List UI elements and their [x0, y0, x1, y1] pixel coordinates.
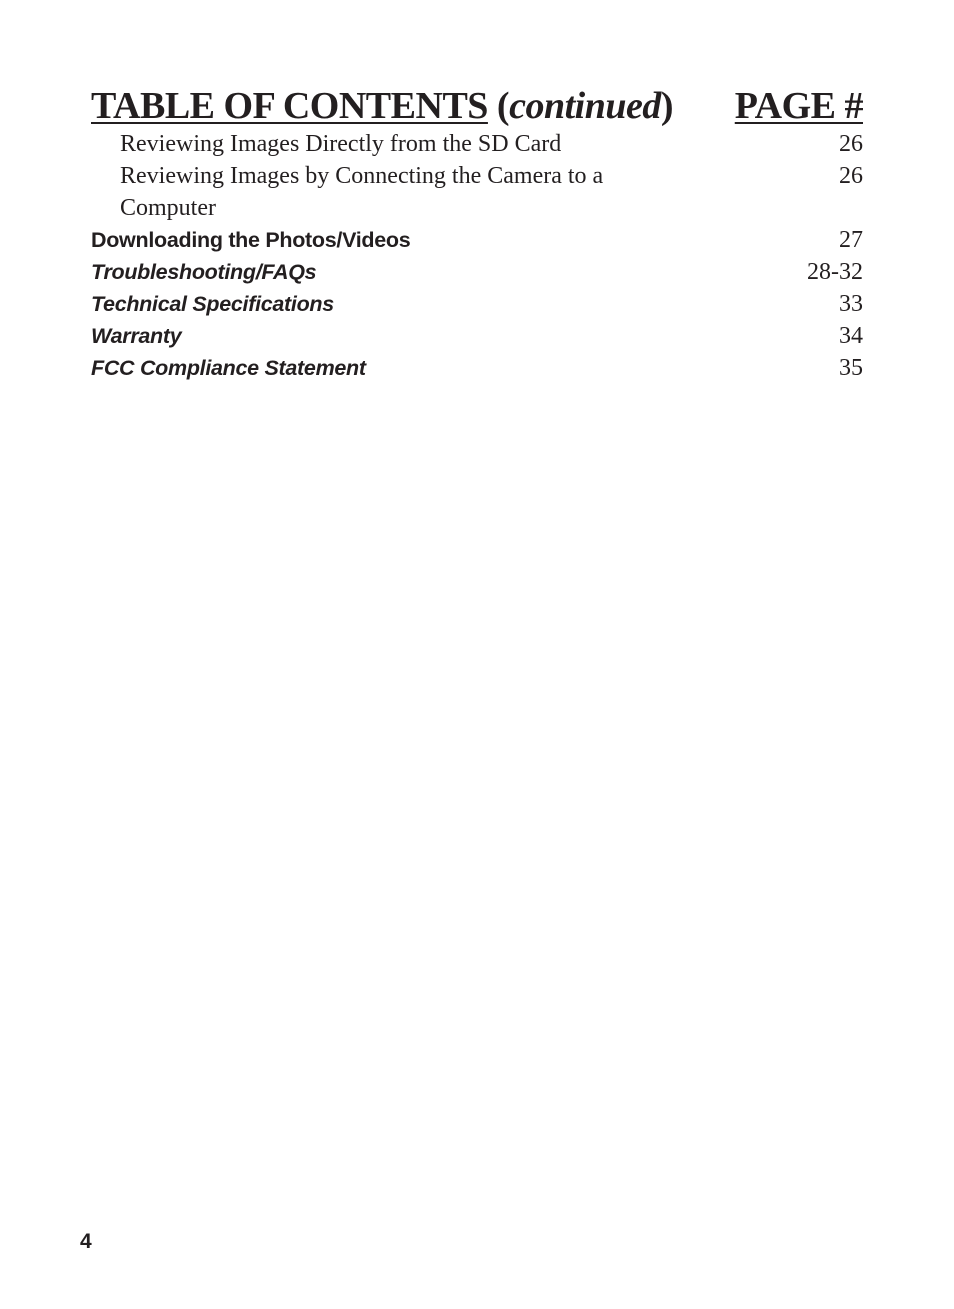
- toc-entry-title: Reviewing Images by Connecting the Camera to a Computer: [120, 163, 604, 221]
- toc-title-main: TABLE OF CONTENTS: [91, 85, 488, 127]
- toc-entry-page: 35: [839, 355, 863, 381]
- toc-entry[interactable]: [91, 160, 863, 224]
- toc-entry-page: 34: [839, 323, 863, 349]
- toc-entry[interactable]: [91, 256, 863, 288]
- toc-entry-page: 33: [839, 291, 863, 317]
- toc-entry[interactable]: [91, 224, 863, 256]
- toc-entry-page: 26: [839, 163, 863, 189]
- toc-entry[interactable]: [91, 288, 863, 320]
- toc-entry-page: 27: [839, 227, 863, 253]
- toc-title: [91, 84, 673, 128]
- toc-entry-title: Technical Specifications: [91, 292, 334, 316]
- toc-title-paren-close: ): [660, 85, 673, 127]
- page-number: 4: [80, 1230, 92, 1253]
- toc-entry[interactable]: [91, 128, 863, 160]
- toc-entry[interactable]: [91, 320, 863, 352]
- table-of-contents: [91, 84, 863, 384]
- toc-entry-title: Downloading the Photos/Videos: [91, 228, 411, 252]
- page-column-heading: PAGE #: [734, 85, 863, 127]
- toc-entry[interactable]: [91, 352, 863, 384]
- toc-entry-title: Warranty: [91, 324, 182, 348]
- toc-entry-title: Reviewing Images Directly from the SD Card: [120, 131, 562, 157]
- toc-title-paren-open: (: [496, 85, 510, 127]
- toc-entry-title: FCC Compliance Statement: [91, 356, 366, 380]
- toc-entry-page: 28-32: [807, 259, 863, 285]
- toc-title-continued: continued: [509, 85, 661, 127]
- toc-header: [91, 84, 863, 128]
- toc-entry-page: 26: [839, 131, 863, 157]
- toc-entry-title: Troubleshooting/FAQs: [91, 260, 317, 284]
